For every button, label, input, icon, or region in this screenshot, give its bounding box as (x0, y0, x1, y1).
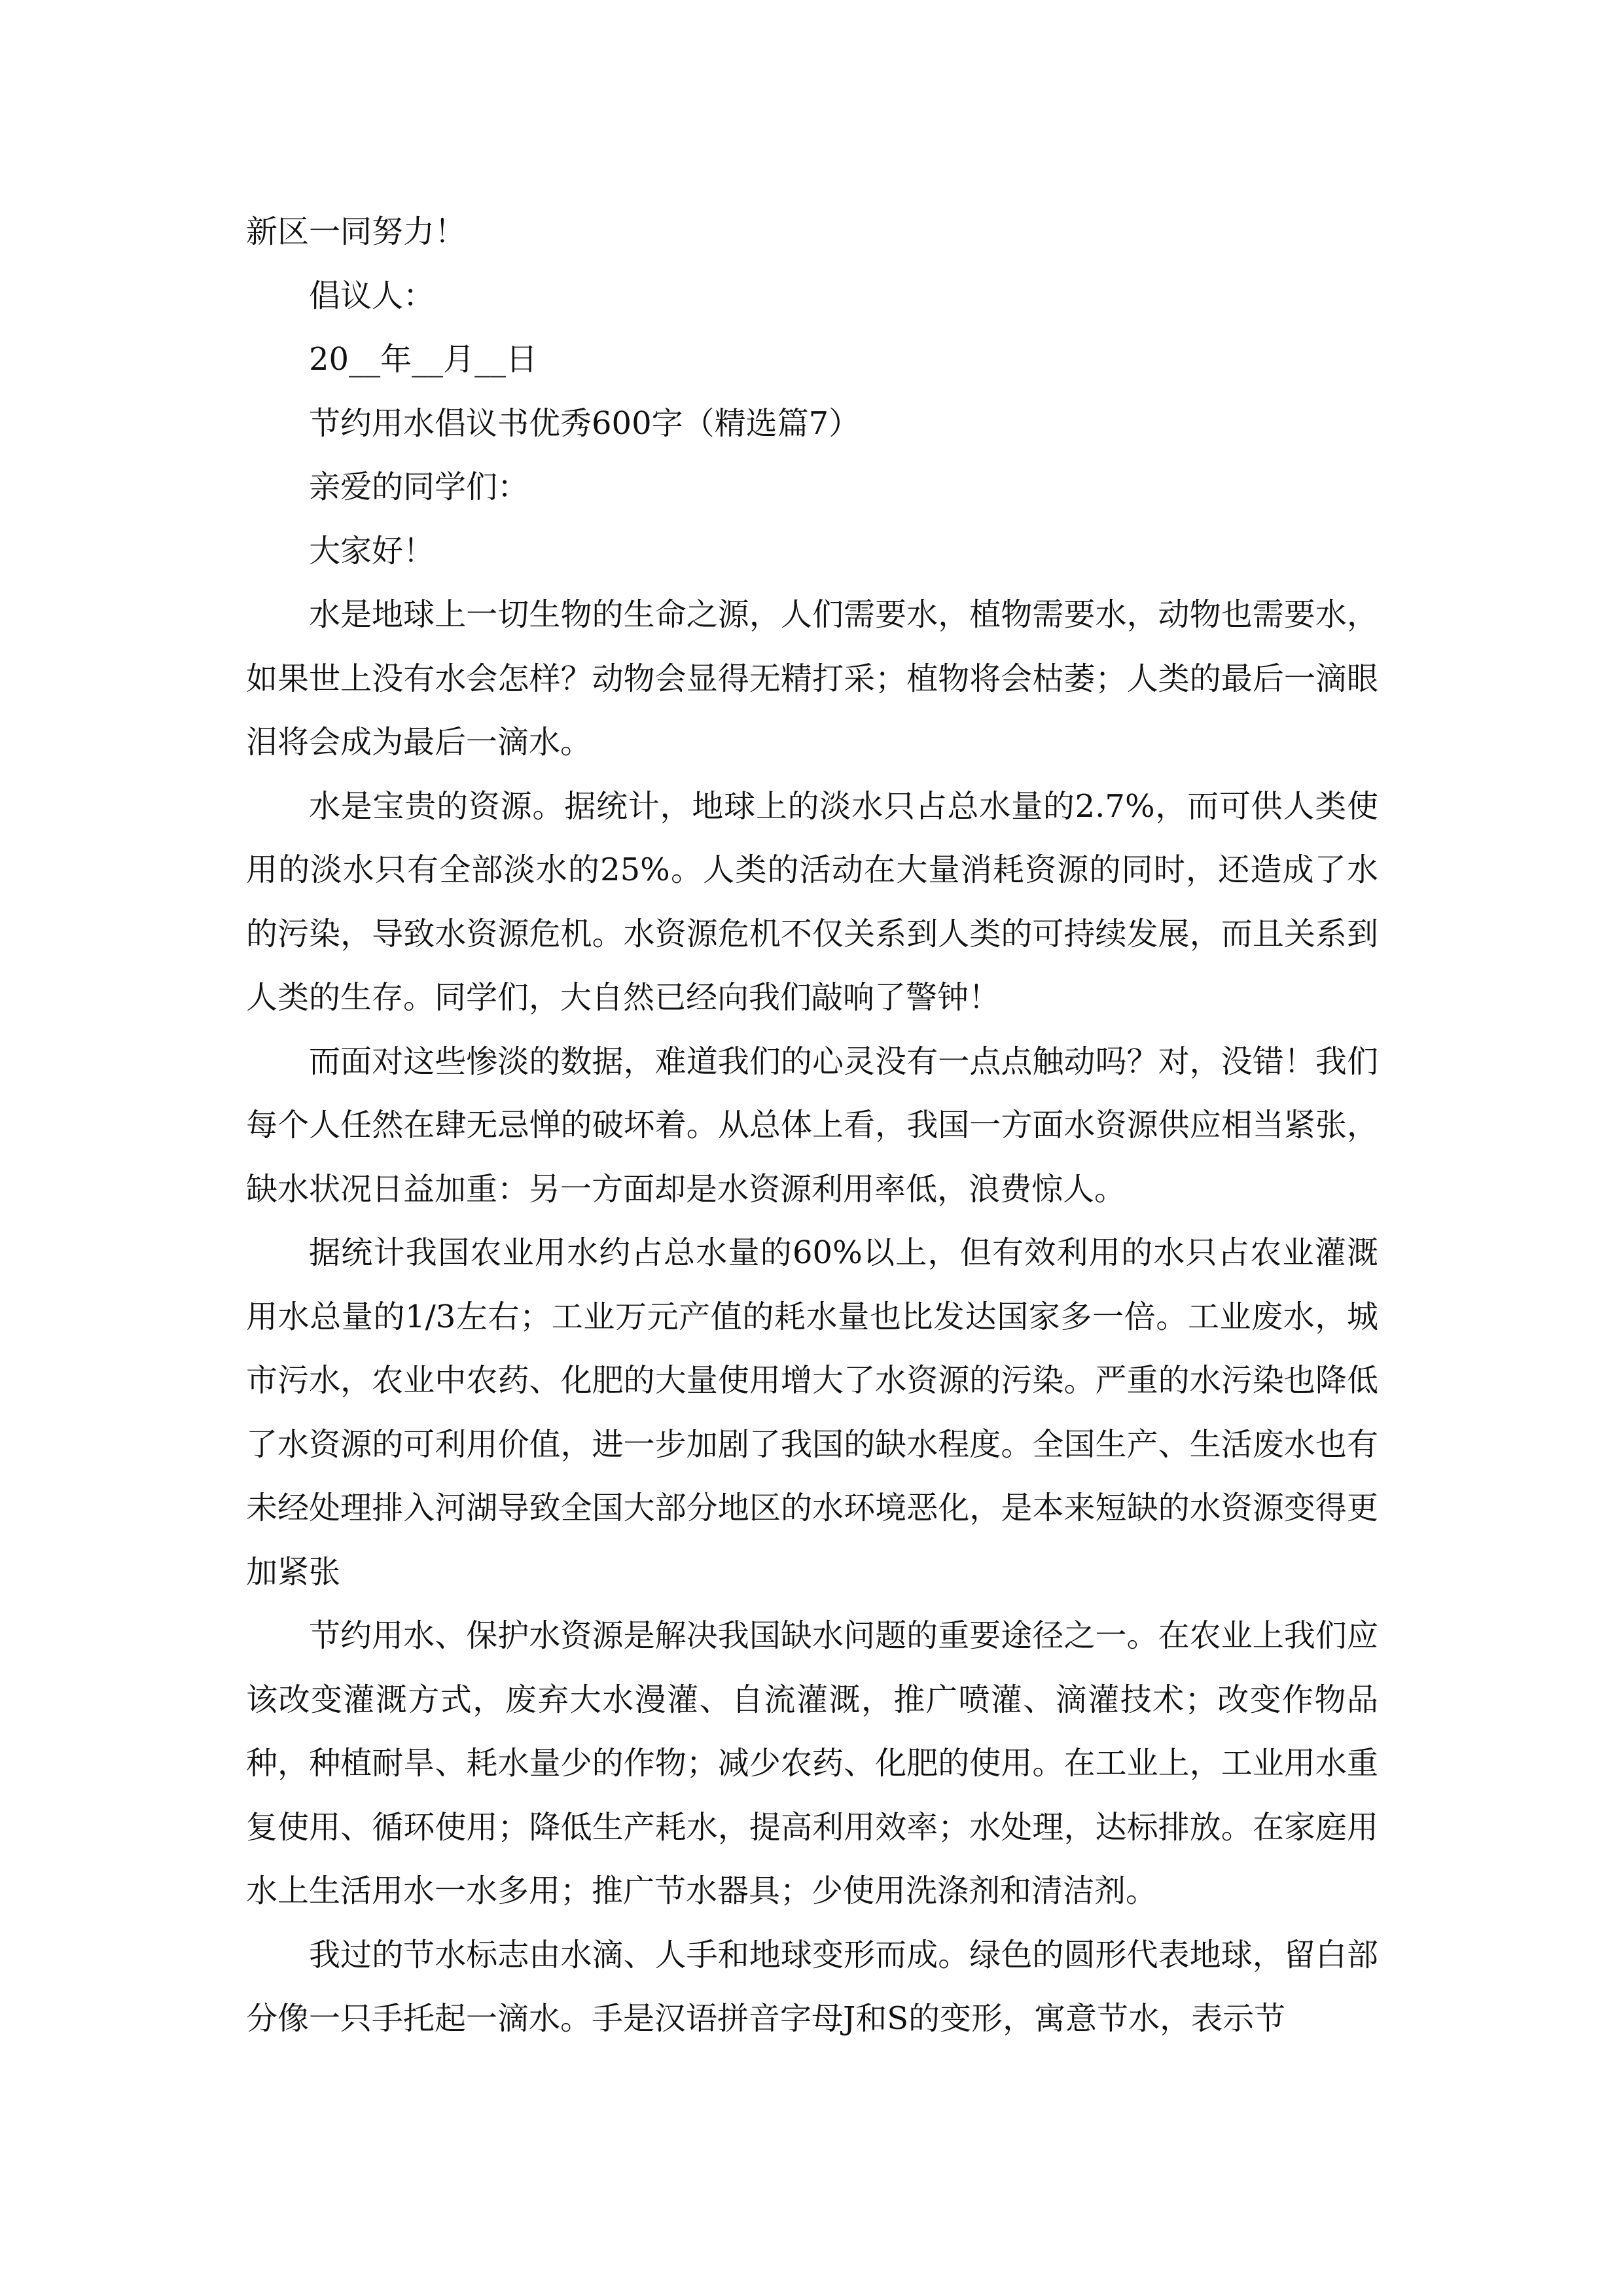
paragraph: 而面对这些惨淡的数据，难道我们的心灵没有一点点触动吗？对，没错！我们每个人任然在肆无忌惮的破坏着。从总体上看，我国一方面水资源供应相当紧张，缺水状况日益加重：另一方面却是水资源利用率低，浪费惊人。 (246, 1043, 1378, 1208)
opening-line: 新区一同努力！ (246, 213, 467, 250)
paragraph: 据统计我国农业用水约占总水量的60%以上，但有效利用的水只占农业灌溉用水总量的1/3左右；工业万元产值的耗水量也比发达国家多一倍。工业废水，城市污水，农业中农药、化肥的大量使用增大了水资源的污染。严重的水污染也降低了水资源的可利用价值，进一步加剧了我国的缺水程度。全国生产、生活废水也有未经处理排入河湖导致全国大部分地区的水环境恶化，是本来短缺的水资源变得更加紧张 (246, 1234, 1378, 1590)
salutation: 亲爱的同学们： (309, 469, 529, 505)
greeting: 大家好！ (309, 532, 435, 569)
section-title: 节约用水倡议书优秀600字（精选篇7） (309, 404, 861, 442)
paragraph: 水是地球上一切生物的生命之源，人们需要水，植物需要水，动物也需要水，如果世上没有水会怎样？动物会显得无精打采；植物将会枯萎；人类的最后一滴眼泪将会成为最后一滴水。 (246, 596, 1378, 761)
date-line: 20__年__月__日 (309, 341, 538, 378)
paragraph: 我过的节水标志由水滴、人手和地球变形而成。绿色的圆形代表地球，留白部分像一只手托起一滴水。手是汉语拼音字母J和S的变形，寓意节水，表示节 (246, 1936, 1378, 2037)
document-page (246, 200, 1378, 2051)
paragraph: 水是宝贵的资源。据统计，地球上的淡水只占总水量的2.7%，而可供人类使用的淡水只有全部淡水的25%。人类的活动在大量消耗资源的同时，还造成了水的污染，导致水资源危机。水资源危机不仅关系到人类的可持续发展，而且关系到人类的生存。同学们，大自然已经向我们敲响了警钟！ (246, 787, 1378, 1016)
paragraph: 节约用水、保护水资源是解决我国缺水问题的重要途径之一。在农业上我们应该改变灌溉方式，废弃大水漫灌、自流灌溉，推广喷灌、滴灌技术；改变作物品种，种植耐旱、耗水量少的作物；减少农药、化肥的使用。在工业上，工业用水重复使用、循环使用；降低生产耗水，提高利用效率；水处理，达标排放。在家庭用水上生活用水一水多用；推广节水器具；少使用洗涤剂和清洁剂。 (246, 1617, 1378, 1909)
signature-label: 倡议人： (309, 277, 435, 314)
